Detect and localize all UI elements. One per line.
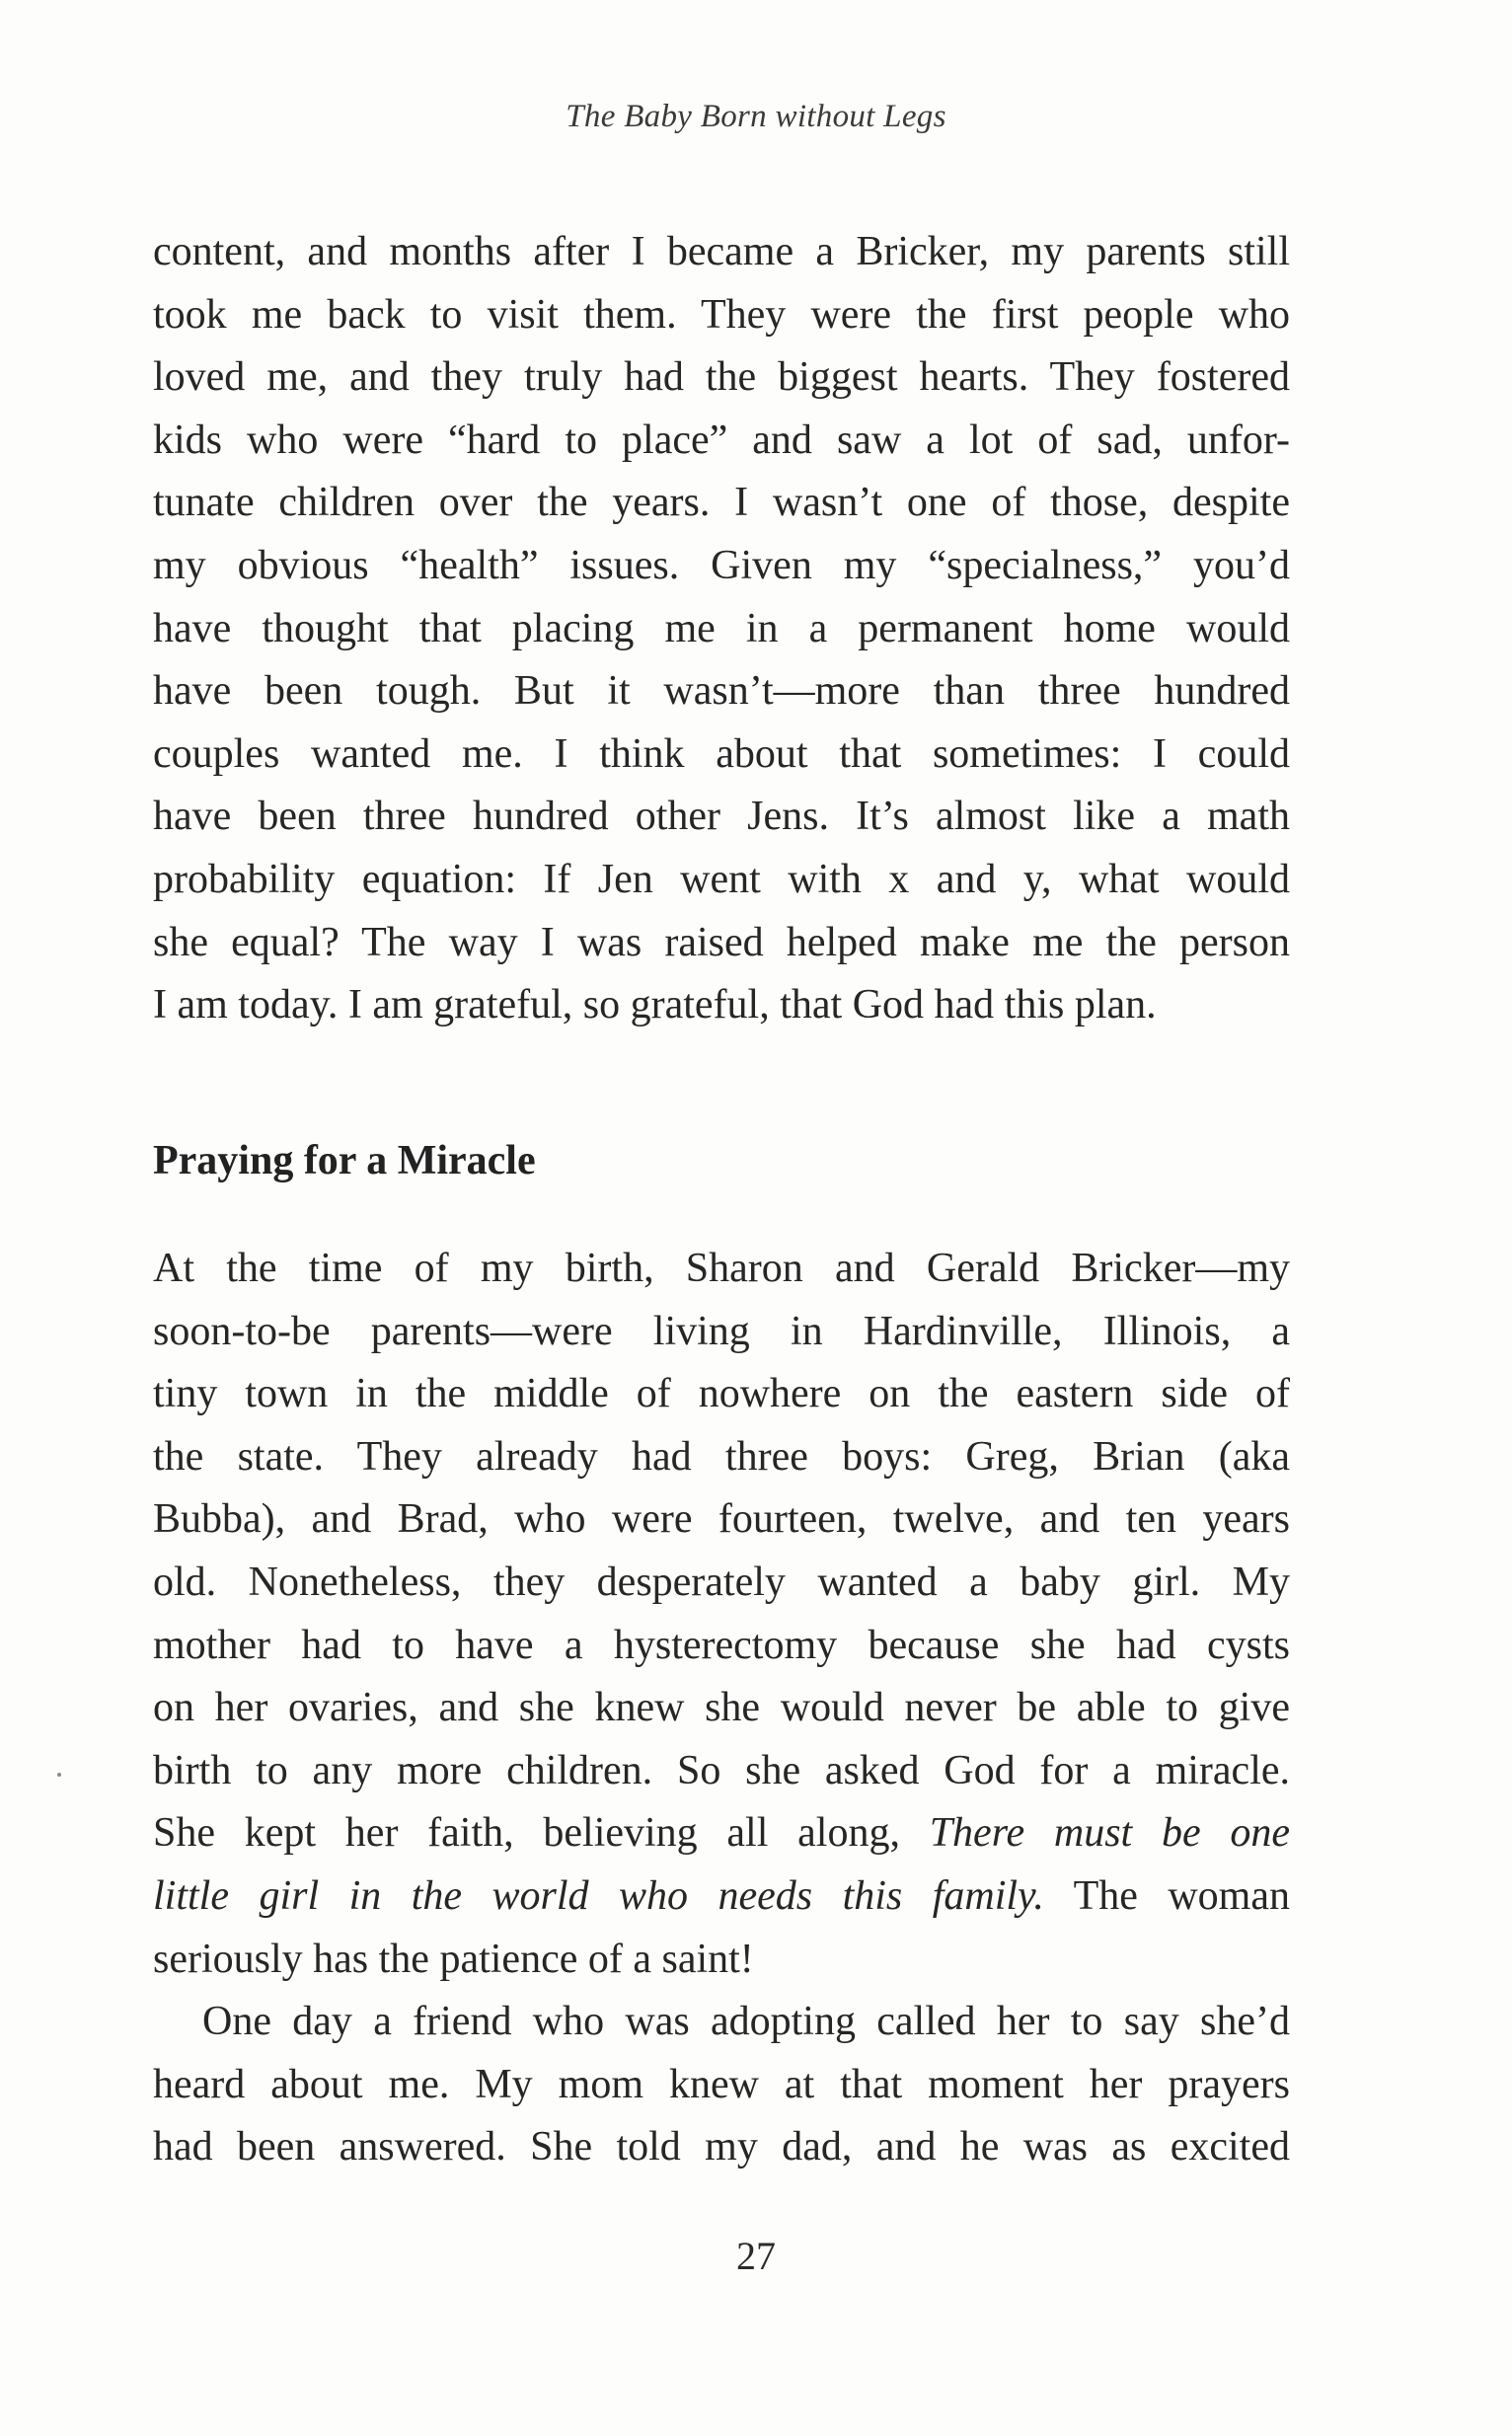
text-line (153, 1865, 1290, 1929)
page-number: 27 (736, 2234, 776, 2278)
text-line: tiny town in the middle of nowhere on the eastern side of (153, 1371, 1290, 1417)
text-line: couples wanted me. I think about that sometimes: I could (153, 730, 1290, 777)
italic-text: little girl in the world who needs this family. (153, 1872, 1044, 1919)
text-line: on her ovaries, and she knew she would never be able to give (153, 1685, 1290, 1731)
text-line: tunate children over the years. I wasn’t one of those, despite (153, 480, 1290, 526)
text-line: the state. They already had three boys: Greg, Brian (aka (153, 1433, 1290, 1480)
text-line: At the time of my birth, Sharon and Gerald Bricker—my (153, 1246, 1290, 1291)
text-run: The woman (1043, 1872, 1290, 1919)
text-line: I am today. I am grateful, so grateful, that God had this plan. (153, 982, 1157, 1028)
text-line: loved me, and they truly had the biggest hearts. They fostered (153, 354, 1290, 401)
section-heading: Praying for a Miracle (153, 1138, 536, 1183)
text-line: have thought that placing me in a permanent home would (153, 605, 1290, 651)
text-line: heard about me. My mom knew at that moment her prayers (153, 2061, 1290, 2107)
text-line: One day a friend who was adopting called her to say she’d (202, 1999, 1290, 2045)
text-run: She kept her faith, believing all along, (153, 1810, 930, 1857)
text-line: my obvious “health” issues. Given my “specialness,” you’d (153, 542, 1290, 588)
text-line: have been three hundred other Jens. It’s almost like a math (153, 794, 1290, 840)
text-line: soon-to-be parents—were living in Hardinville, Illinois, a (153, 1308, 1290, 1354)
text-line: have been tough. But it wasn’t—more than three hundred (153, 668, 1290, 715)
text-line: kids who were “hard to place” and saw a lot of sad, unfor- (153, 417, 1290, 463)
running-head: The Baby Born without Legs (566, 99, 946, 134)
text-line: birth to any more children. So she asked God for a miracle. (153, 1747, 1290, 1793)
paragraph-1 (153, 221, 1290, 1037)
italic-text: There must be one (929, 1810, 1290, 1857)
text-line (153, 1802, 1290, 1865)
text-line: mother had to have a hysterectomy because she had cysts (153, 1622, 1290, 1668)
text-line: Bubba), and Brad, who were fourteen, twelve, and ten years (153, 1496, 1290, 1543)
scan-speck (57, 1773, 61, 1777)
text-line: seriously has the patience of a saint! (153, 1936, 754, 1982)
text-line: content, and months after I became a Bricker, my parents still (153, 229, 1290, 274)
text-line: old. Nonetheless, they desperately wanted a baby girl. My (153, 1559, 1290, 1605)
text-line: took me back to visit them. They were the first people who (153, 291, 1290, 338)
paragraph-2 (153, 1238, 1290, 2179)
text-line: she equal? The way I was raised helped make me the person (153, 919, 1290, 965)
text-line: probability equation: If Jen went with x and y, what would (153, 856, 1290, 902)
text-line: had been answered. She told my dad, and he was as excited (153, 2124, 1290, 2170)
